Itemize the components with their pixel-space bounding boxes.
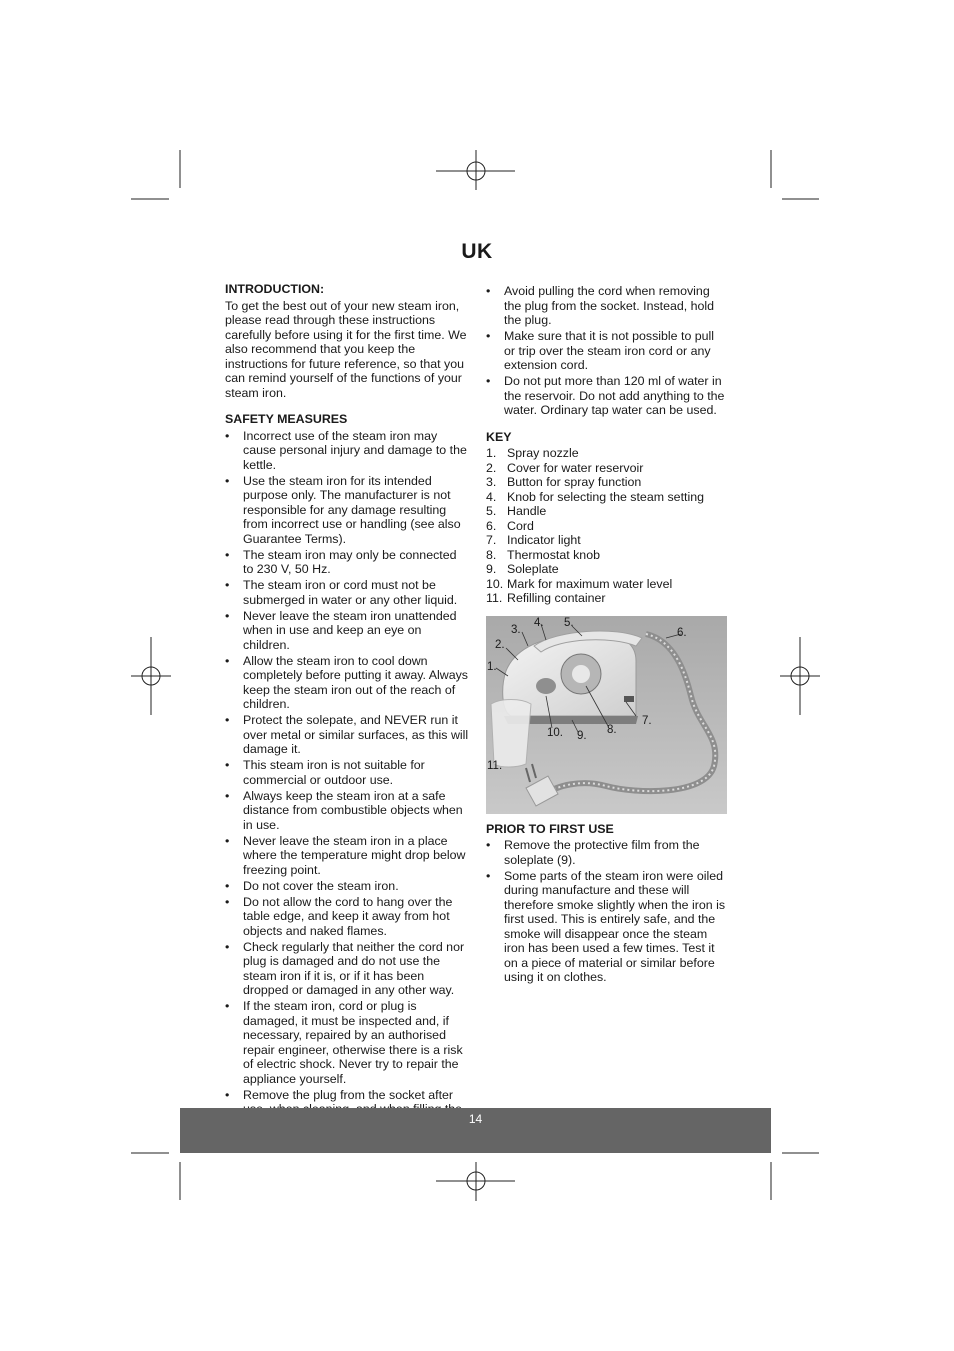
callout-label: 3. [511, 623, 521, 636]
prior-to-first-use-title: PRIOR TO FIRST USE [486, 821, 614, 836]
key-label: Soleplate [507, 562, 559, 576]
list-item: • Avoid pulling the cord when removing the plug from the socket. Instead, hold the plug. [486, 284, 726, 328]
key-label: Indicator light [507, 533, 581, 547]
registration-mark-bottom [436, 1162, 515, 1201]
list-item: • Check regularly that neither the cord nor plug is damaged and do not use the steam iron if it is, or if it has been dropped or damaged in any other way. [225, 940, 470, 998]
key-number: 4. [486, 489, 497, 504]
key-label: Handle [507, 504, 547, 518]
list-item: • This steam iron is not suitable for commercial or outdoor use. [225, 758, 470, 787]
list-item: • The steam iron or cord must not be submerged in water or any other liquid. [225, 578, 470, 607]
safety-measures-list [225, 429, 470, 1132]
registration-mark-right [780, 637, 820, 715]
key-number: 6. [486, 518, 497, 533]
key-label: Cover for water reservoir [507, 460, 644, 475]
key-number: 1. [486, 446, 497, 460]
key-item [486, 591, 726, 606]
list-item: • The steam iron may only be connected to 230 V, 50 Hz. [225, 548, 470, 577]
prior-to-first-use-section [486, 822, 726, 985]
list-item: • Some parts of the steam iron were oiled during manufacture and these will therefore smoke slightly when the iron is first used. This is entirely safe, and the smoke will disappear once the steam iron has been used a few times. Test it on a piece of material or similar before using it on clothes. [486, 869, 726, 985]
page-number: 14 [468, 1112, 483, 1126]
key-item [486, 519, 726, 534]
key-label: Cord [507, 518, 534, 533]
list-item: • Protect the solepate, and NEVER run it over metal or similar surfaces, as this will damage it. [225, 713, 470, 757]
registration-mark-top [436, 150, 515, 190]
list-item: • Remove the protective film from the soleplate (9). [486, 838, 726, 867]
callout-label: 8. [607, 723, 617, 736]
key-number: 8. [486, 547, 497, 562]
key-label: Spray nozzle [507, 446, 579, 460]
list-item: • Do not cover the steam iron. [225, 879, 470, 894]
key-item [486, 548, 726, 563]
callout-label: 10. [547, 726, 563, 739]
list-item: • Make sure that it is not possible to pull or trip over the steam iron cord or any extension cord. [486, 329, 726, 373]
key-label: Thermostat knob [507, 547, 600, 562]
callout-label: 11. [487, 759, 503, 772]
safety-measures-title: SAFETY MEASURES [225, 412, 348, 426]
key-item [486, 533, 726, 548]
right-column [486, 282, 726, 986]
key-item [486, 562, 726, 577]
list-item: • Never leave the steam iron in a place where the temperature might drop below freezing point. [225, 834, 470, 878]
steam-iron-illustration [486, 616, 727, 814]
key-number: 2. [486, 460, 497, 475]
key-label: Knob for selecting the steam setting [507, 489, 704, 504]
registration-mark-left [131, 637, 171, 715]
list-item: • If the steam iron, cord or plug is damaged, it must be inspected and, if necessary, repaired by an authorised repair engineer, otherwise there is a risk of electric shock. Never try to repair the appliance yourself. [225, 999, 470, 1086]
callout-label: 6. [677, 626, 687, 639]
key-item [486, 446, 726, 461]
key-number: 10. [486, 576, 504, 591]
introduction-title: INTRODUCTION: [225, 282, 325, 296]
callout-label: 5. [564, 616, 574, 629]
key-list [486, 446, 726, 606]
key-item [486, 475, 726, 490]
key-item [486, 577, 726, 592]
key-title: KEY [486, 429, 512, 444]
list-item: • Do not put more than 120 ml of water in the reservoir. Do not add anything to the water. Ordinary tap water can be used. [486, 374, 726, 418]
key-number: 5. [486, 504, 497, 518]
callout-label: 7. [642, 714, 652, 727]
key-item [486, 490, 726, 505]
list-item: • Always keep the steam iron at a safe distance from combustible objects when in use. [225, 789, 470, 833]
list-item: • Incorrect use of the steam iron may cause personal injury and damage to the kettle. [225, 429, 470, 473]
safety-measures-list-continued [486, 284, 726, 418]
list-item: • Never leave the steam iron unattended when in use and keep an eye on children. [225, 609, 470, 653]
steam-iron-photo [486, 616, 727, 814]
callout-label: 4. [534, 616, 544, 629]
prior-to-first-use-list [486, 838, 726, 985]
list-item: • Allow the steam iron to cool down completely before putting it away. Always keep the steam iron out of the reach of children. [225, 654, 470, 712]
list-item: • Do not allow the cord to hang over the table edge, and keep it away from hot objects and naked flames. [225, 895, 470, 939]
left-column [225, 282, 470, 1133]
callout-label: 9. [577, 729, 587, 742]
footer-bar [180, 1108, 771, 1153]
introduction-text: To get the best out of your new steam iron, please read through these instructions carefully before using it for the first time. We also recommend that you keep the instructions for future reference, so that you can remind yourself of the functions of your steam iron. [225, 298, 467, 400]
key-item [486, 461, 726, 476]
key-number: 9. [486, 562, 497, 576]
key-number: 3. [486, 475, 497, 489]
key-label: Refilling container [507, 591, 606, 605]
key-number: 11. [486, 591, 503, 605]
key-label: Mark for maximum water level [507, 576, 673, 591]
callout-label: 1. [487, 660, 497, 673]
list-item: • Remove the plug from the socket after [225, 1088, 470, 1132]
key-number: 7. [486, 533, 497, 547]
callout-label: 2. [495, 638, 505, 651]
key-label: Button for spray function [507, 475, 642, 489]
list-item: • Use the steam iron for its intended purpose only. The manufacturer is not responsible for any damage resulting from incorrect use or handling (see also Guarantee Terms). [225, 474, 470, 547]
key-item [486, 504, 726, 519]
page-heading: UK [461, 240, 493, 263]
